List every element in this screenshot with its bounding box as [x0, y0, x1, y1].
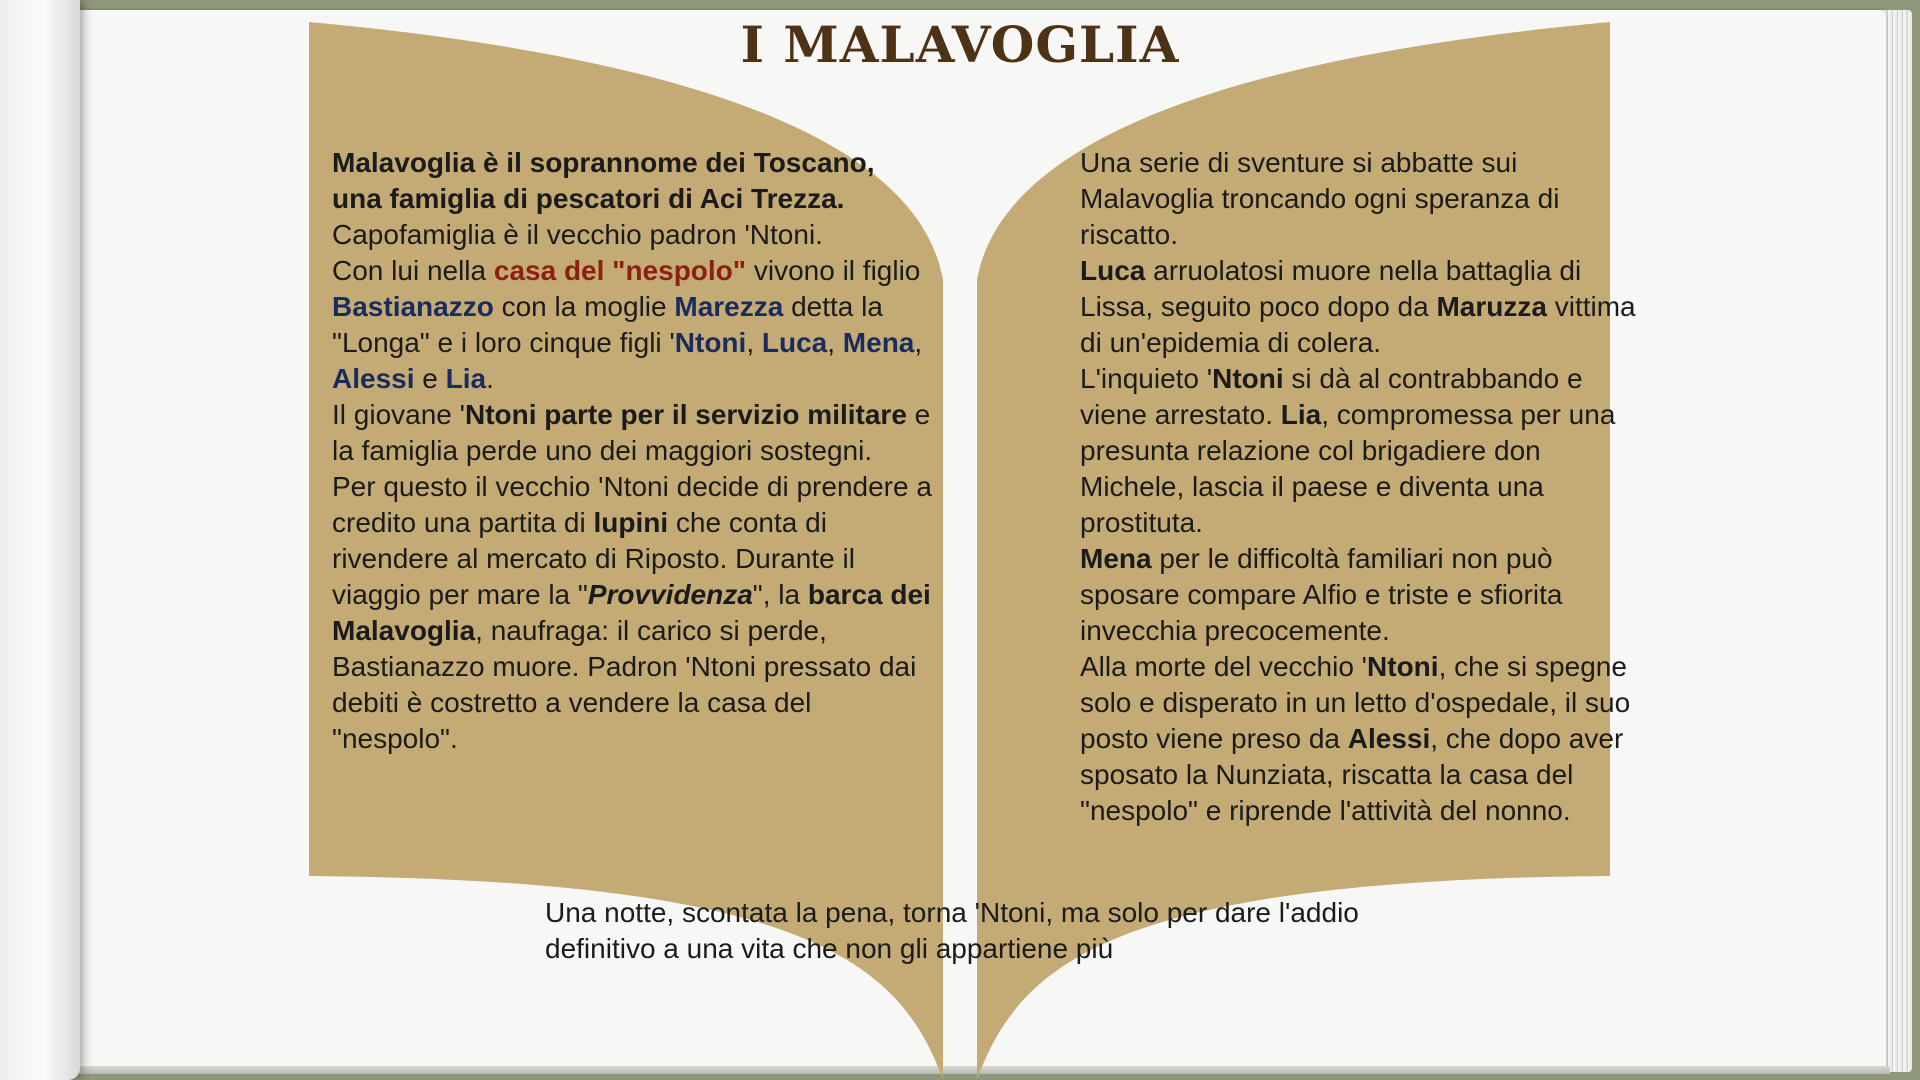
text-run: arruolatosi muore nella battaglia di Lissa, seguito poco dopo da	[1080, 255, 1582, 322]
text-highlight-blue: Ntoni	[674, 327, 747, 358]
text-highlight-red: casa del "nespolo"	[493, 255, 747, 286]
text-run: Il giovane '	[332, 399, 465, 430]
right-paragraph-1: Una serie di sventure si abbatte sui Malavoglia troncando ogni speranza di riscatto.	[1080, 147, 1560, 250]
text-bold: Luca	[1080, 255, 1146, 286]
text-bold: Lia	[1280, 399, 1322, 430]
left-page-curl	[0, 0, 80, 1080]
text-run: si dà al contrabbando e viene arrestato.	[1080, 363, 1583, 430]
text-run: e	[414, 363, 446, 394]
right-paragraph-4	[1080, 541, 1640, 649]
text-run: ", la	[752, 579, 808, 610]
left-paragraph-3	[332, 397, 932, 469]
text-bold: Ntoni	[1212, 363, 1284, 394]
text-run: ,	[914, 327, 923, 358]
text-highlight-blue: Alessi	[332, 363, 415, 394]
right-column-text	[1080, 145, 1640, 829]
text-run: , che dopo aver sposato la Nunziata, riscatta la casa del "nespolo" e riprende l'attività del nonno.	[1080, 723, 1624, 826]
text-run: .	[486, 363, 494, 394]
text-run: ,	[827, 327, 843, 358]
text-highlight-blue: Marezza	[674, 291, 784, 322]
text-run: vittima di un'epidemia di colera.	[1080, 291, 1636, 358]
text-run: per le difficoltà familiari non può sposare compare Alfio e triste e sfiorita invecchia precocemente.	[1080, 543, 1563, 646]
text-bold: Ntoni	[1367, 651, 1439, 682]
text-run: detta la "Longa" e i loro cinque figli '	[332, 291, 883, 358]
text-highlight-blue: Mena	[842, 327, 915, 358]
left-paragraph-4	[332, 469, 932, 757]
text-run: vivono il figlio	[746, 255, 921, 286]
text-bold: barca dei Malavoglia	[332, 579, 931, 646]
left-column-text	[332, 145, 932, 757]
text-run: ,	[746, 327, 762, 358]
text-bold: Mena	[1080, 543, 1152, 574]
text-highlight-blue: Lia	[445, 363, 487, 394]
text-run: Per questo il vecchio 'Ntoni decide di prendere a credito una partita di	[332, 471, 932, 538]
text-run: che conta di rivendere al mercato di Riposto. Durante il viaggio per mare la "	[332, 507, 855, 610]
text-run: e la famiglia perde uno dei maggiori sostegni.	[332, 399, 931, 466]
text-bold: Alessi	[1347, 723, 1431, 754]
text-bold: lupini	[593, 507, 669, 538]
text-run: , che si spegne solo e disperato in un letto d'ospedale, il suo posto viene preso da	[1080, 651, 1631, 754]
text-run: con la moglie	[493, 291, 675, 322]
text-bold: Malavoglia è il soprannome dei Toscano, una famiglia di pescatori di Aci Trezza.	[332, 147, 875, 214]
text-highlight-blue: Luca	[761, 327, 828, 358]
left-paragraph-2	[332, 253, 932, 397]
right-paragraph-2	[1080, 253, 1640, 361]
right-paragraph-3	[1080, 361, 1640, 541]
text-run: , compromessa per una presunta relazione col brigadiere don Michele, lascia il paese e diventa una prostituta.	[1080, 399, 1616, 538]
text-bold-italic: Provvidenza	[587, 579, 753, 610]
footer-text: Una notte, scontata la pena, torna 'Ntoni, ma solo per dare l'addio definitivo a una vita che non gli appartiene più	[545, 897, 1359, 964]
left-paragraph-1	[332, 145, 932, 253]
text-run: Alla morte del vecchio '	[1080, 651, 1368, 682]
text-highlight-blue: Bastianazzo	[332, 291, 494, 322]
text-bold: Ntoni parte per il servizio militare	[465, 399, 907, 430]
text-run: Con lui nella	[332, 255, 494, 286]
text-run: Capofamiglia è il vecchio padron 'Ntoni.	[332, 219, 823, 250]
text-run: , naufraga: il carico si perde, Bastianazzo muore. Padron 'Ntoni pressato dai debiti è costretto a vendere la casa del "nespolo".	[332, 615, 917, 754]
text-run: L'inquieto '	[1080, 363, 1213, 394]
text-bold: Maruzza	[1436, 291, 1547, 322]
right-paragraph-5	[1080, 649, 1640, 829]
page-title: I MALAVOGLIA	[740, 15, 1180, 74]
